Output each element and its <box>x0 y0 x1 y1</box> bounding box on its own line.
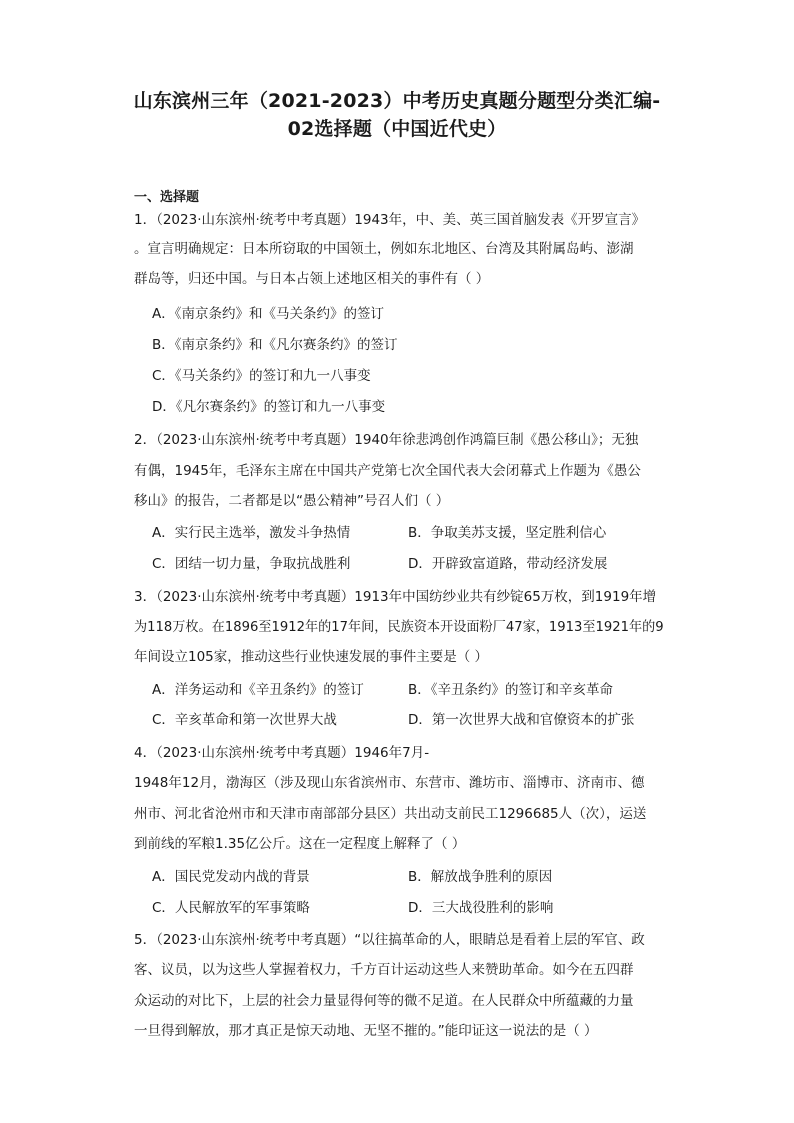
question-text-line: 3．（2023·山东滨州·统考中考真题）1913年中国纺纱业共有纱锭65万枚，到1919年增 <box>134 589 657 605</box>
question-text-line: 客、议员，以为这些人掌握着权力，千方百计运动这些人来赞助革命。如今在五四群 <box>134 962 634 978</box>
question-text-line: 群岛等，归还中国。与日本占领上述地区相关的事件有（ ） <box>134 271 490 287</box>
option-d[interactable]: D．第一次世界大战和官僚资本的扩张 <box>408 712 635 728</box>
question-text-line: 有偶，1945年，毛泽东主席在中国共产党第七次全国代表大会闭幕式上作题为《愚公 <box>134 463 641 479</box>
option-a[interactable]: A．《南京条约》和《马关条约》的签订 <box>152 306 384 322</box>
option-c[interactable]: C．人民解放军的军事策略 <box>152 900 310 916</box>
option-c[interactable]: C．《马关条约》的签订和九一八事变 <box>152 368 371 384</box>
question-text-line: 到前线的军粮1.35亿公斤。这在一定程度上解释了（ ） <box>134 836 466 852</box>
question-text-line: 。宣言明确规定：日本所窃取的中国领土，例如东北地区、台湾及其附属岛屿、澎湖 <box>134 241 634 257</box>
question-text-line: 为118万枚。在1896至1912年的17年间，民族资本开设面粉厂47家，1913至1921年的9 <box>134 619 664 635</box>
question-text-line: 2．（2023·山东滨州·统考中考真题）1940年徐悲鸿创作鸿篇巨制《愚公移山》；无独 <box>134 432 639 448</box>
option-b[interactable]: B．《辛丑条约》的签订和辛亥革命 <box>408 682 614 698</box>
option-d[interactable]: D．《凡尔赛条约》的签订和九一八事变 <box>152 399 386 415</box>
question-text-line: 1．（2023·山东滨州·统考中考真题）1943年，中、美、英三国首脑发表《开罗宣言》 <box>134 212 646 228</box>
question-text-line: 一旦得到解放，那才真正是惊天动地、无坚不摧的。”能印证这一说法的是（ ） <box>134 1023 598 1039</box>
option-c[interactable]: C．团结一切力量，争取抗战胜利 <box>152 556 351 572</box>
question-text-line: 5．（2023·山东滨州·统考中考真题）“以往搞革命的人，眼睛总是看着上层的军官、政 <box>134 932 645 948</box>
option-a[interactable]: A．实行民主选举，激发斗争热情 <box>152 525 351 541</box>
question-text-line: 1948年12月，渤海区（涉及现山东省滨州市、东营市、潍坊市、淄博市、济南市、德 <box>134 775 645 791</box>
question-text-line: 州市、河北省沧州市和天津市南部部分县区）共出动支前民工1296685人（次），运送 <box>134 806 647 822</box>
option-c[interactable]: C．辛亥革命和第一次世界大战 <box>152 712 337 728</box>
document-title-line-2: 02选择题（中国近代史） <box>287 118 507 140</box>
option-d[interactable]: D．开辟致富道路，带动经济发展 <box>408 556 608 572</box>
document-title-line-1: 山东滨州三年（2021-2023）中考历史真题分题型分类汇编- <box>133 90 661 112</box>
option-b[interactable]: B．《南京条约》和《凡尔赛条约》的签订 <box>152 337 398 353</box>
option-b[interactable]: B．解放战争胜利的原因 <box>408 869 553 885</box>
option-d[interactable]: D．三大战役胜利的影响 <box>408 900 554 916</box>
option-b[interactable]: B．争取美苏支援，坚定胜利信心 <box>408 525 607 541</box>
question-text-line: 众运动的对比下，上层的社会力量显得何等的微不足道。在人民群众中所蕴藏的力量 <box>134 993 634 1009</box>
question-text-line: 年间设立105家，推动这些行业快速发展的事件主要是（ ） <box>134 649 489 665</box>
question-text-line: 移山》的报告，二者都是以“愚公精神”号召人们（ ） <box>134 493 450 509</box>
option-a[interactable]: A．洋务运动和《辛丑条约》的签订 <box>152 682 364 698</box>
option-a[interactable]: A．国民党发动内战的背景 <box>152 869 310 885</box>
section-heading: 一、选择题 <box>134 190 200 205</box>
question-text-line: 4．（2023·山东滨州·统考中考真题）1946年7月- <box>134 745 430 761</box>
